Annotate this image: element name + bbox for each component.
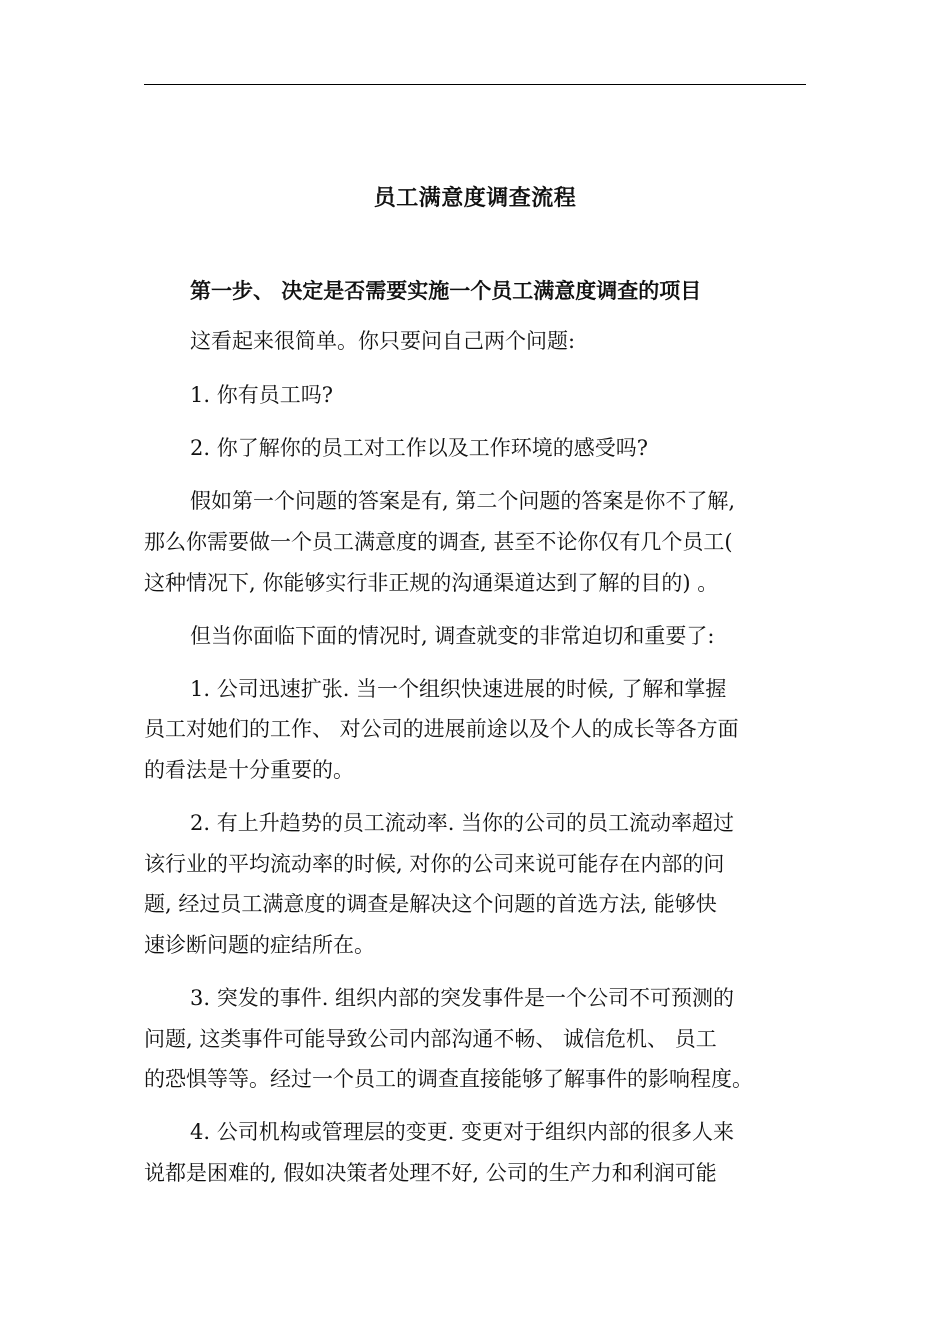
list-item-line: 3. 突发的事件. 组织内部的突发事件是一个公司不可预测的	[190, 986, 735, 1010]
intro-line: 这看起来很简单。你只要问自己两个问题:	[190, 329, 576, 353]
list-item-line: 问题, 这类事件可能导致公司内部沟通不畅、 诚信危机、 员工	[144, 1027, 717, 1051]
list-item-line: 说都是困难的, 假如决策者处理不好, 公司的生产力和利润可能	[144, 1161, 717, 1185]
list-item-line: 2. 有上升趋势的员工流动率. 当你的公司的员工流动率超过	[190, 811, 735, 835]
list-item-line: 该行业的平均流动率的时候, 对你的公司来说可能存在内部的问	[144, 852, 725, 876]
paragraph-line: 这种情况下, 你能够实行非正规的沟通渠道达到了解的目的) 。	[144, 571, 719, 595]
header-rule	[144, 84, 806, 85]
list-item-line: 1. 公司迅速扩张. 当一个组织快速进展的时候, 了解和掌握	[190, 677, 727, 701]
list-item-line: 题, 经过员工满意度的调查是解决这个问题的首选方法, 能够快	[144, 892, 717, 916]
list-item-line: 员工对她们的工作、 对公司的进展前途以及个人的成长等各方面	[144, 717, 739, 741]
list-item-line: 4. 公司机构或管理层的变更. 变更对于组织内部的很多人来	[190, 1120, 735, 1144]
paragraph-line: 假如第一个问题的答案是有, 第二个问题的答案是你不了解,	[190, 489, 736, 513]
list-item-line: 的看法是十分重要的。	[144, 758, 354, 782]
paragraph-line: 那么你需要做一个员工满意度的调查, 甚至不论你仅有几个员工(	[144, 530, 733, 554]
step-one-heading: 第一步、 决定是否需要实施一个员工满意度调查的项目	[190, 278, 702, 303]
question-item-2: 2. 你了解你的员工对工作以及工作环境的感受吗?	[190, 436, 648, 460]
document-title: 员工满意度调查流程	[373, 185, 577, 211]
question-item-1: 1. 你有员工吗?	[190, 383, 333, 407]
list-item-line: 的恐惧等等。经过一个员工的调查直接能够了解事件的影响程度。	[144, 1067, 753, 1091]
paragraph-line: 但当你面临下面的情况时, 调查就变的非常迫切和重要了:	[190, 624, 715, 648]
list-item-line: 速诊断问题的症结所在。	[144, 933, 375, 957]
